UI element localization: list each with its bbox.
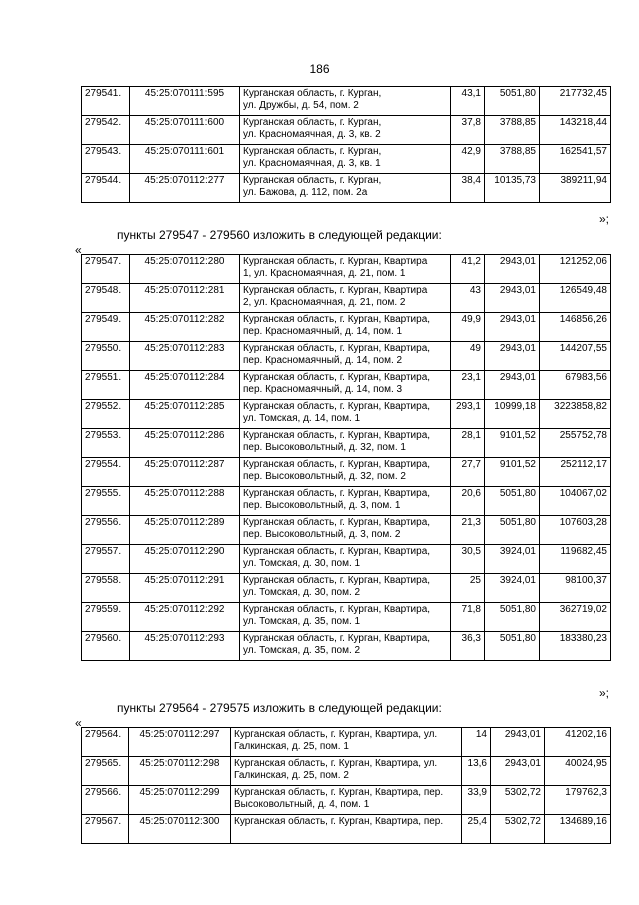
rate-cell: 5051,80 — [485, 87, 540, 116]
address-cell — [240, 632, 451, 661]
table-row — [82, 728, 611, 757]
address-line: Курганская область, г. Курган, Квартира, пер. — [234, 787, 444, 798]
address-cell — [240, 342, 451, 371]
opening-quote-mark: « — [75, 243, 82, 257]
cadastral-number-cell: 45:25:070111:600 — [130, 116, 240, 145]
address-line: Галкинская, д. 25, пом. 2 — [234, 770, 349, 781]
area-cell: 293,1 — [451, 400, 485, 429]
item-number-cell: 279547. — [82, 255, 130, 284]
area-cell: 71,8 — [451, 603, 485, 632]
address-cell — [240, 371, 451, 400]
rate-cell: 2943,01 — [485, 313, 540, 342]
address-cell — [240, 458, 451, 487]
table-row — [82, 371, 611, 400]
cadastral-table-1 — [81, 86, 611, 203]
cadastral-number-cell: 45:25:070112:287 — [130, 458, 240, 487]
address-line: ул. Томская, д. 35, пом. 2 — [243, 645, 361, 656]
address-line: Галкинская, д. 25, пом. 1 — [234, 741, 349, 752]
page-number: 186 — [309, 62, 330, 76]
cadastral-number-cell: 45:25:070112:283 — [130, 342, 240, 371]
table-row — [82, 284, 611, 313]
rate-cell: 2943,01 — [491, 757, 545, 786]
table-body — [82, 255, 611, 661]
closing-quote-mark: »; — [598, 212, 609, 226]
area-cell: 30,5 — [451, 545, 485, 574]
table-row — [82, 487, 611, 516]
rate-cell: 3924,01 — [485, 545, 540, 574]
value-cell: 134689,16 — [545, 815, 611, 844]
address-line: ул. Красномаячная, д. 3, кв. 2 — [243, 129, 381, 140]
item-number-cell: 279552. — [82, 400, 130, 429]
cadastral-number-cell: 45:25:070112:293 — [130, 632, 240, 661]
value-cell: 121252,06 — [540, 255, 611, 284]
item-number-cell: 279557. — [82, 545, 130, 574]
item-number-cell: 279564. — [82, 728, 129, 757]
area-cell: 37,8 — [451, 116, 485, 145]
address-line: Курганская область, г. Курган, Квартира, — [243, 517, 431, 528]
cadastral-number-cell: 45:25:070112:299 — [129, 786, 231, 815]
address-line: Курганская область, г. Курган, Квартира, — [243, 314, 431, 325]
address-line: пер. Высоковольтный, д. 32, пом. 1 — [243, 442, 406, 453]
table-row — [82, 429, 611, 458]
item-number-cell: 279559. — [82, 603, 130, 632]
address-line: Курганская область, г. Курган, Квартира — [243, 256, 428, 267]
cadastral-number-cell: 45:25:070112:298 — [129, 757, 231, 786]
item-number-cell: 279544. — [82, 174, 130, 203]
address-cell — [240, 255, 451, 284]
address-line: ул. Красномаячная, д. 3, кв. 1 — [243, 158, 381, 169]
table-row — [82, 145, 611, 174]
table-body — [82, 87, 611, 203]
address-line: ул. Томская, д. 14, пом. 1 — [243, 413, 361, 424]
cadastral-number-cell: 45:25:070112:290 — [130, 545, 240, 574]
area-cell: 38,4 — [451, 174, 485, 203]
address-line: Курганская область, г. Курган, Квартира, — [243, 401, 431, 412]
rate-cell: 5051,80 — [485, 487, 540, 516]
address-line: Курганская область, г. Курган, Квартира, — [243, 604, 431, 615]
item-number-cell: 279542. — [82, 116, 130, 145]
address-line: ул. Дружбы, д. 54, пом. 2 — [243, 100, 359, 111]
area-cell: 25,4 — [462, 815, 491, 844]
table-row — [82, 516, 611, 545]
address-cell — [240, 603, 451, 632]
rate-cell: 10999,18 — [485, 400, 540, 429]
address-line: Курганская область, г. Курган, Квартира, — [243, 343, 431, 354]
area-cell: 43 — [451, 284, 485, 313]
table-row — [82, 313, 611, 342]
area-cell: 23,1 — [451, 371, 485, 400]
cadastral-number-cell: 45:25:070112:284 — [130, 371, 240, 400]
item-number-cell: 279548. — [82, 284, 130, 313]
rate-cell: 5051,80 — [485, 632, 540, 661]
address-line: Курганская область, г. Курган, Квартира, — [243, 488, 431, 499]
address-line: пер. Высоковольтный, д. 3, пом. 2 — [243, 529, 401, 540]
cadastral-number-cell: 45:25:070112:280 — [130, 255, 240, 284]
value-cell: 146856,26 — [540, 313, 611, 342]
rate-cell: 3924,01 — [485, 574, 540, 603]
cadastral-number-cell: 45:25:070112:281 — [130, 284, 240, 313]
value-cell: 255752,78 — [540, 429, 611, 458]
address-line: Курганская область, г. Курган, Квартира, пер. — [234, 816, 444, 827]
item-number-cell: 279567. — [82, 815, 129, 844]
table-row — [82, 116, 611, 145]
address-cell — [231, 757, 462, 786]
cadastral-number-cell: 45:25:070112:285 — [130, 400, 240, 429]
address-line: пер. Высоковольтный, д. 32, пом. 2 — [243, 471, 406, 482]
cadastral-number-cell: 45:25:070111:595 — [130, 87, 240, 116]
value-cell: 144207,55 — [540, 342, 611, 371]
rate-cell: 5302,72 — [491, 815, 545, 844]
cadastral-number-cell: 45:25:070112:289 — [130, 516, 240, 545]
value-cell: 119682,45 — [540, 545, 611, 574]
area-cell: 20,6 — [451, 487, 485, 516]
value-cell: 104067,02 — [540, 487, 611, 516]
address-line: Курганская область, г. Курган, Квартира, — [243, 546, 431, 557]
amendment-paragraph-1: пункты 279547 - 279560 изложить в следующей редакции: — [117, 228, 442, 242]
address-cell — [240, 516, 451, 545]
item-number-cell: 279554. — [82, 458, 130, 487]
cadastral-number-cell: 45:25:070112:291 — [130, 574, 240, 603]
value-cell: 162541,57 — [540, 145, 611, 174]
value-cell: 67983,56 — [540, 371, 611, 400]
item-number-cell: 279566. — [82, 786, 129, 815]
address-line: Курганская область, г. Курган, Квартира, — [243, 633, 431, 644]
address-cell — [240, 313, 451, 342]
cadastral-number-cell: 45:25:070112:277 — [130, 174, 240, 203]
address-cell — [240, 174, 451, 203]
table-row — [82, 757, 611, 786]
address-line: ул. Томская, д. 30, пом. 1 — [243, 558, 361, 569]
rate-cell: 2943,01 — [485, 255, 540, 284]
area-cell: 25 — [451, 574, 485, 603]
table-body — [82, 728, 611, 844]
value-cell: 143218,44 — [540, 116, 611, 145]
address-cell — [231, 728, 462, 757]
rate-cell: 5051,80 — [485, 603, 540, 632]
cadastral-number-cell: 45:25:070112:300 — [129, 815, 231, 844]
address-line: Высоковольтный, д. 4, пом. 1 — [234, 799, 370, 810]
table-row — [82, 545, 611, 574]
area-cell: 42,9 — [451, 145, 485, 174]
item-number-cell: 279558. — [82, 574, 130, 603]
address-line: ул. Бажова, д. 112, пом. 2а — [243, 187, 368, 198]
area-cell: 41,2 — [451, 255, 485, 284]
closing-quote-mark: »; — [598, 686, 609, 700]
area-cell: 21,3 — [451, 516, 485, 545]
value-cell: 107603,28 — [540, 516, 611, 545]
table-row — [82, 632, 611, 661]
rate-cell: 2943,01 — [485, 342, 540, 371]
rate-cell: 5302,72 — [491, 786, 545, 815]
address-cell — [240, 545, 451, 574]
cadastral-number-cell: 45:25:070112:282 — [130, 313, 240, 342]
cadastral-number-cell: 45:25:070112:297 — [129, 728, 231, 757]
rate-cell: 2943,01 — [485, 371, 540, 400]
value-cell: 179762,3 — [545, 786, 611, 815]
item-number-cell: 279543. — [82, 145, 130, 174]
address-line: пер. Красномаячный, д. 14, пом. 3 — [243, 384, 403, 395]
address-line: Курганская область, г. Курган, — [243, 117, 382, 128]
address-line: Курганская область, г. Курган, Квартира, ул. — [234, 729, 438, 740]
table-row — [82, 342, 611, 371]
address-line: Курганская область, г. Курган, Квартира, — [243, 459, 431, 470]
cadastral-number-cell: 45:25:070112:288 — [130, 487, 240, 516]
value-cell: 98100,37 — [540, 574, 611, 603]
address-line: 2, ул. Красномаячная, д. 21, пом. 2 — [243, 297, 406, 308]
address-cell — [240, 429, 451, 458]
address-line: Курганская область, г. Курган, Квартира, — [243, 430, 431, 441]
area-cell: 27,7 — [451, 458, 485, 487]
area-cell: 49 — [451, 342, 485, 371]
address-line: Курганская область, г. Курган, Квартира, — [243, 575, 431, 586]
area-cell: 14 — [462, 728, 491, 757]
table-row — [82, 174, 611, 203]
address-cell — [231, 815, 462, 844]
value-cell: 3223858,82 — [540, 400, 611, 429]
item-number-cell: 279553. — [82, 429, 130, 458]
address-line: Курганская область, г. Курган, Квартира, ул. — [234, 758, 438, 769]
rate-cell: 9101,52 — [485, 458, 540, 487]
rate-cell: 3788,85 — [485, 145, 540, 174]
rate-cell: 10135,73 — [485, 174, 540, 203]
address-cell — [231, 786, 462, 815]
address-line: Курганская область, г. Курган, — [243, 175, 382, 186]
table-row — [82, 87, 611, 116]
area-cell: 13,6 — [462, 757, 491, 786]
area-cell: 28,1 — [451, 429, 485, 458]
area-cell: 49,9 — [451, 313, 485, 342]
value-cell: 40024,95 — [545, 757, 611, 786]
address-cell — [240, 574, 451, 603]
value-cell: 252112,17 — [540, 458, 611, 487]
area-cell: 36,3 — [451, 632, 485, 661]
address-line: Курганская область, г. Курган, — [243, 88, 382, 99]
address-line: 1, ул. Красномаячная, д. 21, пом. 1 — [243, 268, 406, 279]
area-cell: 33,9 — [462, 786, 491, 815]
value-cell: 126549,48 — [540, 284, 611, 313]
cadastral-number-cell: 45:25:070112:286 — [130, 429, 240, 458]
item-number-cell: 279565. — [82, 757, 129, 786]
table-row — [82, 786, 611, 815]
address-cell — [240, 116, 451, 145]
cadastral-table-2 — [81, 254, 611, 661]
item-number-cell: 279551. — [82, 371, 130, 400]
address-line: пер. Красномаячный, д. 14, пом. 2 — [243, 355, 403, 366]
cadastral-number-cell: 45:25:070112:292 — [130, 603, 240, 632]
address-line: ул. Томская, д. 30, пом. 2 — [243, 587, 361, 598]
address-cell — [240, 487, 451, 516]
value-cell: 41202,16 — [545, 728, 611, 757]
cadastral-table-3 — [81, 727, 611, 844]
item-number-cell: 279555. — [82, 487, 130, 516]
rate-cell: 2943,01 — [485, 284, 540, 313]
rate-cell: 9101,52 — [485, 429, 540, 458]
item-number-cell: 279541. — [82, 87, 130, 116]
table-row — [82, 400, 611, 429]
address-line: Курганская область, г. Курган, Квартира — [243, 285, 428, 296]
address-line: ул. Томская, д. 35, пом. 1 — [243, 616, 361, 627]
cadastral-number-cell: 45:25:070111:601 — [130, 145, 240, 174]
address-line: Курганская область, г. Курган, — [243, 146, 382, 157]
opening-quote-mark: « — [75, 716, 82, 730]
address-line: пер. Высоковольтный, д. 3, пом. 1 — [243, 500, 401, 511]
value-cell: 217732,45 — [540, 87, 611, 116]
rate-cell: 3788,85 — [485, 116, 540, 145]
address-cell — [240, 284, 451, 313]
table-row — [82, 815, 611, 844]
address-line: Курганская область, г. Курган, Квартира, — [243, 372, 431, 383]
item-number-cell: 279550. — [82, 342, 130, 371]
address-cell — [240, 87, 451, 116]
item-number-cell: 279556. — [82, 516, 130, 545]
area-cell: 43,1 — [451, 87, 485, 116]
table-row — [82, 255, 611, 284]
address-line: пер. Красномаячный, д. 14, пом. 1 — [243, 326, 403, 337]
table-row — [82, 603, 611, 632]
amendment-paragraph-2: пункты 279564 - 279575 изложить в следующей редакции: — [117, 701, 442, 715]
address-cell — [240, 400, 451, 429]
table-row — [82, 574, 611, 603]
item-number-cell: 279560. — [82, 632, 130, 661]
table-row — [82, 458, 611, 487]
value-cell: 389211,94 — [540, 174, 611, 203]
rate-cell: 5051,80 — [485, 516, 540, 545]
address-cell — [240, 145, 451, 174]
value-cell: 362719,02 — [540, 603, 611, 632]
rate-cell: 2943,01 — [491, 728, 545, 757]
value-cell: 183380,23 — [540, 632, 611, 661]
item-number-cell: 279549. — [82, 313, 130, 342]
